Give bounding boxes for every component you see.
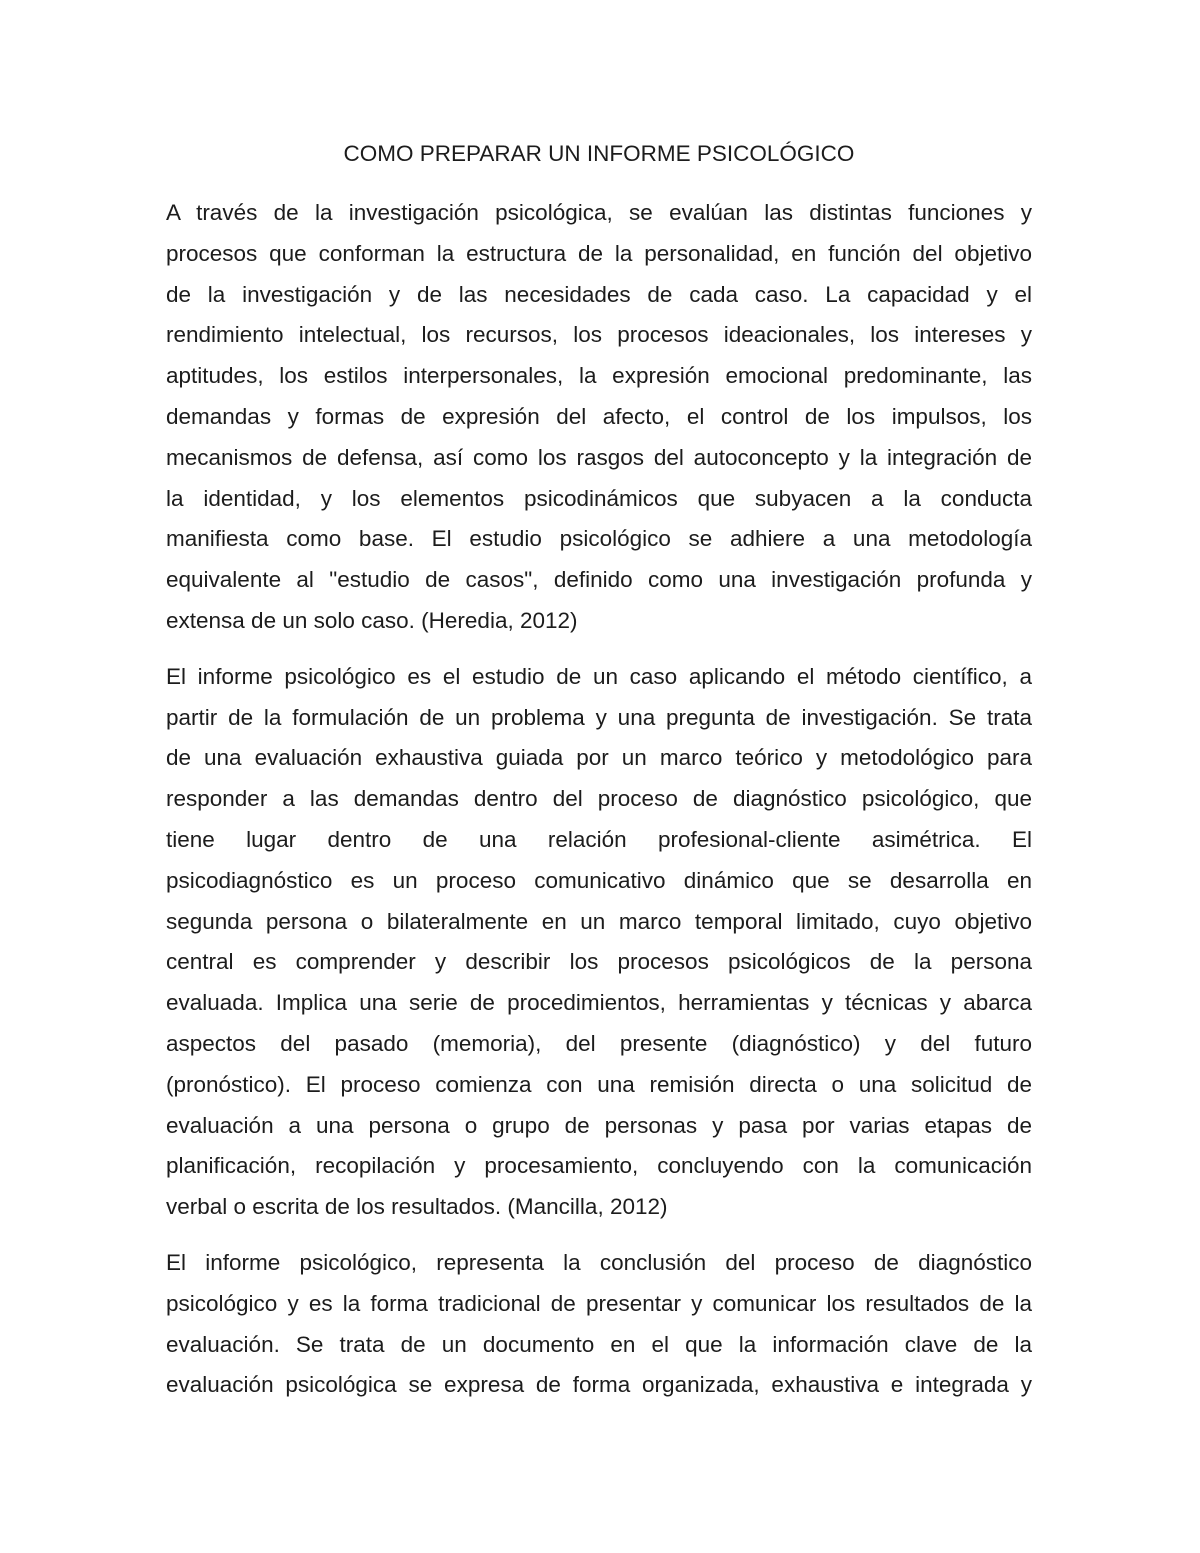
text-line: responder a las demandas dentro del proceso de diagnóstico psicológico, que (166, 786, 1032, 812)
text-line: la identidad, y los elementos psicodinámicos que subyacen a la conducta (166, 485, 1032, 511)
text-line: psicológico y es la forma tradicional de presentar y comunicar los resultados de la (166, 1290, 1032, 1316)
text-line: planificación, recopilación y procesamiento, concluyendo con la comunicación (166, 1153, 1032, 1179)
text-line: segunda persona o bilateralmente en un marco temporal limitado, cuyo objetivo (166, 908, 1032, 934)
text-line: de la investigación y de las necesidades de cada caso. La capacidad y el (166, 281, 1032, 307)
text-line: mecanismos de defensa, así como los rasgos del autoconcepto y la integración de (166, 444, 1032, 470)
text-line: manifiesta como base. El estudio psicológico se adhiere a una metodología (166, 526, 1032, 552)
text-line: evaluación. Se trata de un documento en el que la información clave de la (166, 1331, 1032, 1357)
paragraph-1 (166, 193, 1032, 642)
text-line: central es comprender y describir los procesos psicológicos de la persona (166, 949, 1032, 975)
text-line: psicodiagnóstico es un proceso comunicativo dinámico que se desarrolla en (166, 867, 1032, 893)
text-line: evaluación a una persona o grupo de personas y pasa por varias etapas de (166, 1112, 1032, 1138)
document-title: COMO PREPARAR UN INFORME PSICOLÓGICO (343, 141, 855, 166)
text-line: aptitudes, los estilos interpersonales, la expresión emocional predominante, las (166, 363, 1032, 389)
text-line: El informe psicológico es el estudio de un caso aplicando el método científico, a (166, 663, 1032, 689)
document-body (166, 193, 1032, 1406)
text-line: equivalente al "estudio de casos", definido como una investigación profunda y (166, 567, 1032, 593)
text-line: de una evaluación exhaustiva guiada por un marco teórico y metodológico para (166, 745, 1032, 771)
text-line: aspectos del pasado (memoria), del presente (diagnóstico) y del futuro (166, 1030, 1032, 1056)
text-line: demandas y formas de expresión del afecto, el control de los impulsos, los (166, 403, 1032, 429)
text-line: evaluación psicológica se expresa de forma organizada, exhaustiva e integrada y (166, 1372, 1032, 1398)
text-line: evaluada. Implica una serie de procedimientos, herramientas y técnicas y abarca (166, 990, 1032, 1016)
text-line: rendimiento intelectual, los recursos, los procesos ideacionales, los intereses y (166, 322, 1032, 348)
text-line: El informe psicológico, representa la conclusión del proceso de diagnóstico (166, 1249, 1032, 1275)
text-line: verbal o escrita de los resultados. (Mancilla, 2012) (166, 1194, 668, 1220)
paragraph-3 (166, 1243, 1032, 1406)
text-line: extensa de un solo caso. (Heredia, 2012) (166, 607, 578, 633)
paragraph-2 (166, 657, 1032, 1228)
text-line: A través de la investigación psicológica, se evalúan las distintas funciones y (166, 200, 1032, 225)
text-line: partir de la formulación de un problema y una pregunta de investigación. Se trata (166, 704, 1032, 730)
text-line: tiene lugar dentro de una relación profesional-cliente asimétrica. El (166, 826, 1032, 852)
text-line: procesos que conforman la estructura de la personalidad, en función del objetivo (166, 240, 1032, 266)
text-line: (pronóstico). El proceso comienza con una remisión directa o una solicitud de (166, 1071, 1032, 1097)
